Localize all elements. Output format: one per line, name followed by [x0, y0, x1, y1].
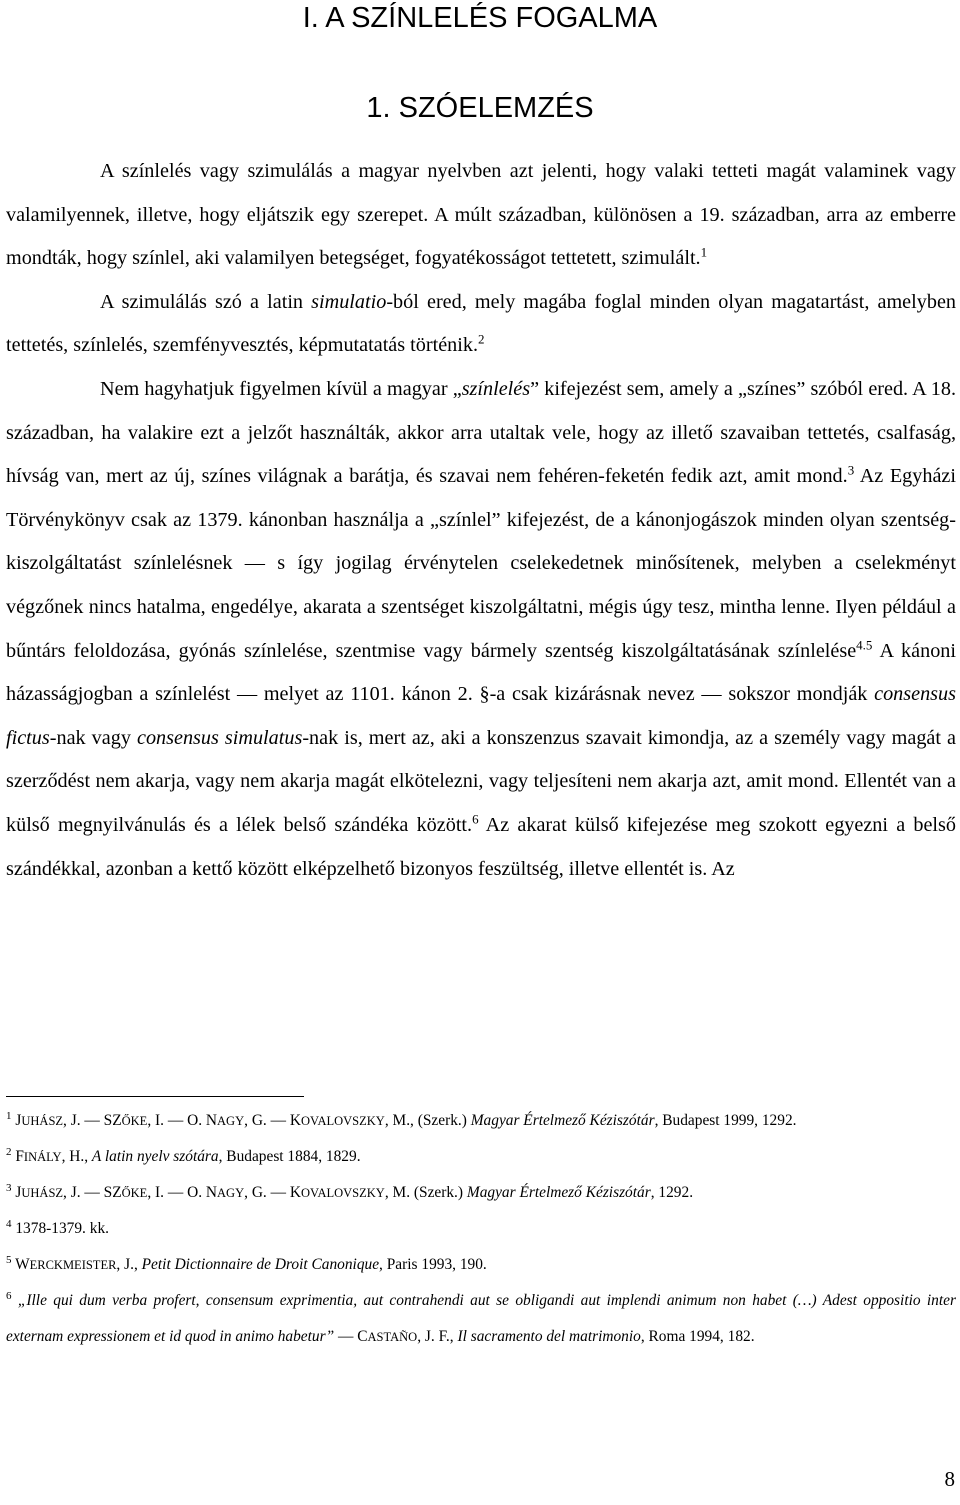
- hungarian-term: színlelés: [461, 377, 531, 400]
- author-tail: , J.,: [116, 1256, 142, 1273]
- footnote-ref-4-5[interactable]: 4.5: [856, 636, 873, 652]
- author-initial: C: [357, 1328, 368, 1345]
- citation-details: , 1292.: [650, 1184, 694, 1201]
- footnote-ref-1[interactable]: 1: [700, 244, 708, 260]
- paragraph-2-text-b: -ból ered, mely magába foglal minden olyan magatartást, amelyben tettetés, színlelés, szemfényvesztés, képmutatatás történik.: [6, 290, 956, 357]
- footnotes: [6, 1103, 956, 1355]
- author-tail: , G. —: [244, 1112, 290, 1129]
- latin-term-simulatus: consensus simulatus: [136, 726, 303, 749]
- body-text: [6, 150, 956, 891]
- paragraph-3-text-c: Az Egyházi Törvénykönyv csak az 1379. kánonban használja a „színlel” kifejezést, de a kánonjogászok minden olyan szentség-kiszolgáltatást színlelésnek — s így jogilag érvénytelen cselekedetnek minősítenek, melyben a cselekményt végzőnek nincs hatalma, engedélye, akarata a szentséget kiszolgáltatni, mégis úgy tesz, mintha lenne. Ilyen például a bűntárs feloldozása, gyónás színlelése, szentmise vagy bármely szentség kiszolgáltatásának színlelése: [6, 465, 956, 662]
- author-initial: W: [15, 1256, 30, 1273]
- section-title: 1. SZÓELEMZÉS: [366, 92, 594, 124]
- paragraph-3: [6, 368, 956, 891]
- latin-term: simulatio: [311, 290, 387, 313]
- footnote-number: 4: [6, 1217, 12, 1230]
- author-name: ASTAÑO: [367, 1330, 418, 1344]
- footnote-3: [6, 1175, 956, 1211]
- footnote-ref-6[interactable]: 6: [472, 811, 479, 827]
- author-name: AGY: [217, 1114, 245, 1128]
- author-name: ŐKE: [121, 1186, 148, 1200]
- work-title: A latin nyelv szótára: [91, 1148, 219, 1165]
- paragraph-3-text-a: Nem hagyhatjuk figyelmen kívül a magyar „: [100, 377, 462, 400]
- citation-details: , Budapest 1999, 1292.: [654, 1112, 797, 1129]
- author-name: UHÁSZ: [21, 1114, 64, 1128]
- author-initial: N: [205, 1184, 218, 1201]
- author-tail: , G. —: [244, 1184, 290, 1201]
- footnote-number: 6: [6, 1289, 12, 1302]
- footnote-number: 1: [6, 1109, 12, 1122]
- work-title: Petit Dictionnaire de Droit Canonique: [141, 1256, 380, 1273]
- author-initial: SZ: [103, 1184, 122, 1201]
- author-initial: SZ: [103, 1112, 122, 1129]
- author-tail: , M. (Szerk.): [384, 1184, 467, 1201]
- author-name: INÁLY: [23, 1150, 62, 1164]
- work-title: Magyar Értelmező Kéziszótár: [470, 1112, 655, 1129]
- author-tail: , J. F.,: [417, 1328, 458, 1345]
- author-tail: , J. —: [63, 1112, 104, 1129]
- author-name: OVALOVSZKY: [301, 1186, 385, 1200]
- paragraph-1: [6, 150, 956, 281]
- work-title: Magyar Értelmező Kéziszótár: [466, 1184, 651, 1201]
- author-name: AGY: [217, 1186, 245, 1200]
- paragraph-3-text-d: A kánoni házasságjogban a színlelést — melyet az 1101. kánon 2. §-a csak kizárásnak nevez — sokszor mondják: [6, 639, 956, 706]
- latin-quote: „Ille qui dum verba profert, consensum exprimentia, aut contrahendi aut se obligandi aut implendi animum non habet (…) Adest oppositio inter externam expressionem et id quod in animo habetur”: [6, 1292, 956, 1345]
- footnote-2: [6, 1139, 956, 1175]
- footnote-ref-3[interactable]: 3: [847, 462, 855, 478]
- dash: —: [334, 1328, 358, 1345]
- chapter-title: I. A SZÍNLELÉS FOGALMA: [302, 2, 658, 34]
- citation-details: , Paris 1993, 190.: [379, 1256, 487, 1273]
- author-tail: , J. —: [63, 1184, 104, 1201]
- footnote-6: [6, 1283, 956, 1355]
- latin-term-fictus: consensus fictus: [6, 683, 956, 749]
- footnote-number: 5: [6, 1253, 12, 1266]
- author-name: ERCKMEISTER: [29, 1258, 117, 1272]
- author-name: ŐKE: [121, 1114, 148, 1128]
- paragraph-1-text: A színlelés vagy szimulálás a magyar nyelvben azt jelenti, hogy valaki tetteti magát valaminek vagy valamilyennek, illetve, hogy eljátszik egy szerepet. A múlt században, különösen a 19. században, arra az emberre mondták, hogy színlel, aki valamilyen betegséget, fogyatékosságot tettetett, szimulált.: [6, 160, 956, 270]
- citation-details: 1378-1379. kk.: [15, 1220, 109, 1237]
- footnote-separator: [6, 1096, 304, 1097]
- paragraph-3-text-e: -nak vagy: [49, 726, 137, 749]
- footnote-number: 3: [6, 1181, 12, 1194]
- author-initial: J: [15, 1184, 22, 1201]
- author-name: OVALOVSZKY: [301, 1114, 385, 1128]
- footnote-5: [6, 1247, 956, 1283]
- author-name: UHÁSZ: [21, 1186, 64, 1200]
- paragraph-2-text-a: A szimulálás szó a latin: [100, 290, 312, 313]
- citation-details: , Roma 1994, 182.: [640, 1328, 755, 1345]
- footnote-1: [6, 1103, 956, 1139]
- citation-details: , Budapest 1884, 1829.: [218, 1148, 361, 1165]
- paragraph-3-text-b: ” kifejezést sem, amely a „színes” szóból ered. A 18. században, ha valakire ezt a jelzőt használták, akkor arra utaltak vele, hogy az illető szavaiban tettetés, csalfaság, hívság van, mert az új, színes világnak a barátja, és szavai nem fehéren-feketén fedik azt, amit mond.: [6, 377, 956, 488]
- paragraph-2: [6, 281, 956, 368]
- paragraph-3-text-g: Az akarat külső kifejezése meg szokott egyezni a belső szándékkal, azonban a kettő között elképzelhető bizonyos feszültség, illetve ellentét is. Az: [6, 813, 956, 880]
- footnote-4: [6, 1211, 956, 1247]
- author-initial: F: [15, 1148, 24, 1165]
- author-initial: K: [289, 1112, 301, 1129]
- author-tail: , M., (Szerk.): [384, 1112, 471, 1129]
- author-tail: , I. — O.: [147, 1184, 206, 1201]
- author-tail: , H.,: [61, 1148, 92, 1165]
- footnote-number: 2: [6, 1145, 12, 1158]
- author-tail: , I. — O.: [147, 1112, 206, 1129]
- footnote-ref-2[interactable]: 2: [478, 331, 485, 347]
- author-initial: K: [289, 1184, 301, 1201]
- work-title: Il sacramento del matrimonio: [457, 1328, 641, 1345]
- author-initial: N: [205, 1112, 218, 1129]
- paragraph-3-text-f: -nak is, mert az, aki a konszenzus szavait kimondja, az a személy vagy magát a szerződést nem akarja, vagy nem akarja magát elkötelezni, vagy teljesíteni nem akarja azt, amit mond. Ellentét van a külső megnyilvánulás és a lélek belső szándéka között.: [6, 726, 956, 836]
- page-number: 8: [944, 1467, 955, 1491]
- author-initial: J: [15, 1112, 22, 1129]
